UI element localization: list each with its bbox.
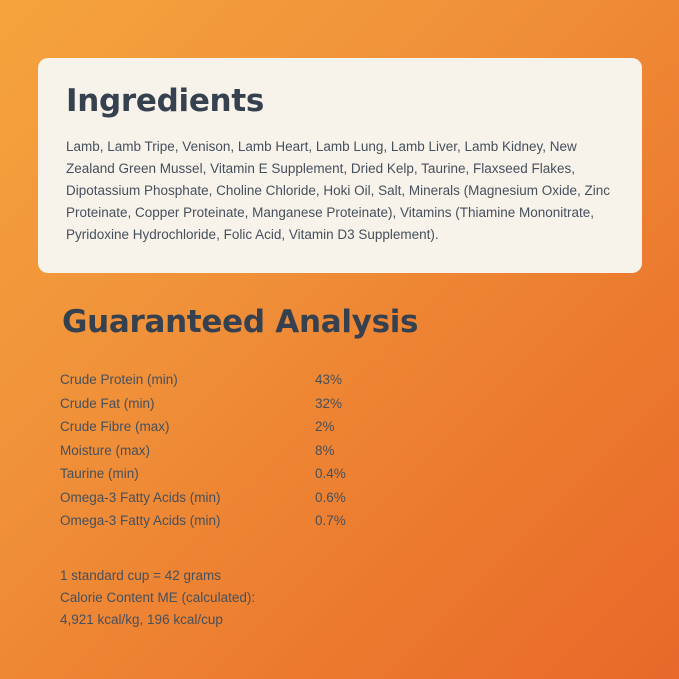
table-row xyxy=(60,395,480,419)
table-row xyxy=(60,512,480,536)
calorie-content-label: Calorie Content ME (calculated): xyxy=(60,589,256,605)
footnotes xyxy=(60,565,255,631)
analysis-value: 32% xyxy=(315,395,343,411)
analysis-label: Taurine (min) xyxy=(60,466,139,482)
analysis-label: Omega-3 Fatty Acids (min) xyxy=(60,489,221,505)
table-row xyxy=(60,371,480,395)
analysis-label: Crude Fibre (max) xyxy=(60,419,170,435)
cup-weight-note: 1 standard cup = 42 grams xyxy=(60,568,221,583)
analysis-label: Omega-3 Fatty Acids (min) xyxy=(60,513,221,529)
analysis-value: 0.6% xyxy=(315,489,346,505)
calorie-content-value: 4,921 kcal/kg, 196 kcal/cup xyxy=(60,611,223,627)
table-row xyxy=(60,418,480,442)
analysis-value: 8% xyxy=(315,442,335,458)
table-row xyxy=(60,465,480,489)
analysis-value: 0.7% xyxy=(315,513,346,529)
analysis-value: 43% xyxy=(315,372,343,387)
guaranteed-analysis-table xyxy=(60,371,480,536)
analysis-value: 0.4% xyxy=(315,466,346,482)
analysis-label: Moisture (max) xyxy=(60,442,151,458)
analysis-value: 2% xyxy=(315,419,335,435)
ingredients-title: Ingredients xyxy=(66,83,264,119)
table-row xyxy=(60,489,480,513)
ingredients-card xyxy=(38,58,642,273)
analysis-label: Crude Protein (min) xyxy=(60,372,178,387)
guaranteed-analysis-title: Guaranteed Analysis xyxy=(62,304,419,340)
table-row xyxy=(60,442,480,466)
ingredients-list: Lamb, Lamb Tripe, Venison, Lamb Heart, Lamb Lung, Lamb Liver, Lamb Kidney, New Zealand Green Mussel, Vitamin E Supplement, Dried Kelp, Taurine, Flaxseed Flakes, Dipotassium Phosphate, Choline Chloride, Hoki Oil, Salt, Minerals (Magnesium Oxide, Zinc Proteinate, Copper Proteinate, Manganese Proteinate), Vitamins (Thiamine Mononitrate, Pyridoxine Hydrochloride, Folic Acid, Vitamin D3 Supplement). xyxy=(66,139,610,242)
analysis-label: Crude Fat (min) xyxy=(60,395,155,411)
